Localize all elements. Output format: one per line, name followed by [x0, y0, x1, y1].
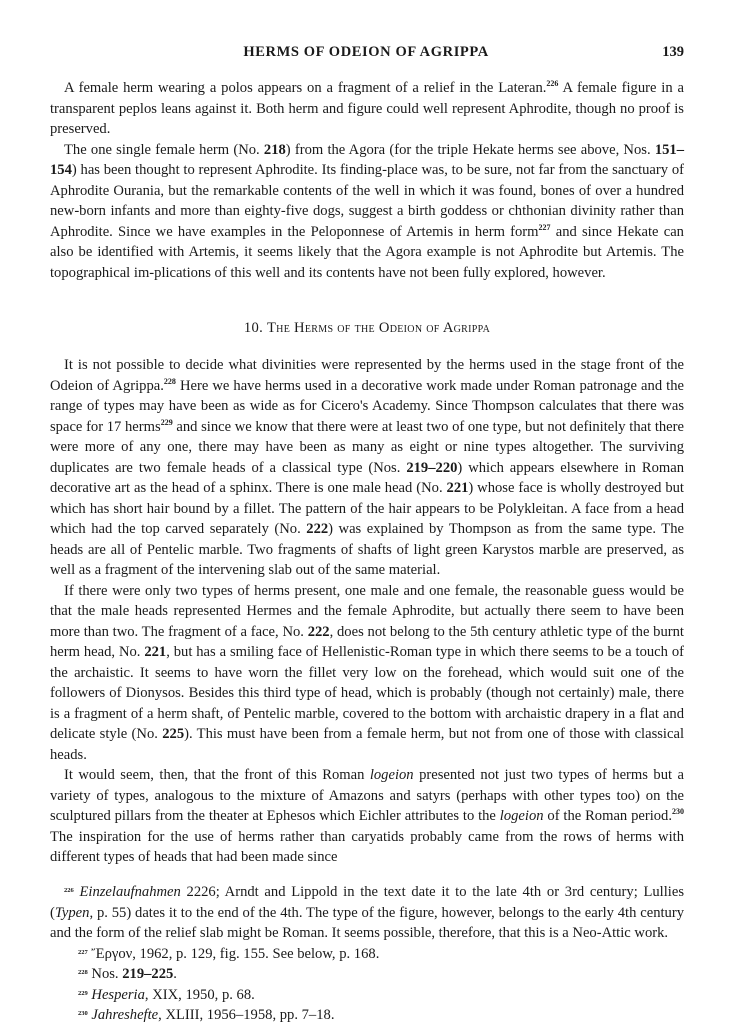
footnotes	[50, 882, 684, 1026]
paragraph-3: It is not possible to decide what divinities were represented by the herms used in the stage front of the Odeion of Agrippa.$^{228}$ Here we have herms used in a decorative work made under Roman patronage and the range of types may have been as wide as for Cicero's Academy. Since Thompson calculates that there was space for 17 herms$^{229}$ and since we know that there were at least two of one type, but not definitely that there were more of any one, there may have been as many as eight or nine types altogether. The surviving duplicates are two female heads of a classical type (Nos. 219–220) which appears elsewhere in Roman decorative art as the head of a sphinx. There is one male head (No. 221) whose face is wholly destroyed but which has short hair bound by a fillet. The pattern of the hair appears to be Polykleitan. A face from a head which had the top carved separately (No. 222) was explained by Thompson as from the same type. The heads are all of Pentelic marble. Two fragments of shafts of light green Karystos marble are preserved, as well as a fragment of the intervening slab out of the same material.	[50, 357, 684, 578]
footnote-229: $^{229}$ Hesperia, XIX, 1950, p. 68.	[78, 986, 255, 1003]
footnote-ref-226: 226	[546, 79, 559, 88]
paragraph-1: A female herm wearing a polos appears on a fragment of a relief in the Lateran.$^{226}$ A female figure in a transparent peplos leans against it. Both herm and figure could well represent Aphrodite, though no proof is preserved.	[50, 79, 684, 137]
page	[50, 44, 684, 868]
section-heading: 10. The Herms of the Odeion of Agrippa	[243, 320, 491, 336]
running-head-title: HERMS OF ODEION OF AGRIPPA	[243, 44, 489, 60]
footnote-230: $^{230}$ Jahreshefte, XLIII, 1956–1958, pp. 7–18.	[78, 1007, 335, 1023]
footnote-ref-228: 228	[163, 376, 176, 386]
footnote-227: $^{227}$ Ἔργον, 1962, p. 129, fig. 155. See below, p. 168.	[78, 945, 380, 962]
footnote-ref-230: 230	[672, 807, 684, 816]
footnote-228: $^{228}$ Nos. 219–225.	[78, 966, 177, 982]
paragraph-4: If there were only two types of herms present, one male and one female, the reasonable guess would be that the male heads represented Hermes and the female Aphrodite, but actually there seem to have been more than two. The fragment of a face, No. 222, does not belong to the 5th century athletic type of the burnt herm head, No. 221, but has a smiling face of Hellenistic-Roman type in which there seems to be a touch of the archaistic. It seems to have worn the fillet very low on the forehead, which would suit one of the followers of Dionysos. Besides this third type of head, which is probably (though not certainly) male, there is a fragment of a herm shaft, of Pentelic marble, covered to the bottom with archaistic drapery in a flat and delicate style (No. 225). This must have been from a female herm, but not from one of those with classical heads.	[50, 582, 684, 763]
footnote-226: $^{226}$ Einzelaufnahmen 2226; Arndt and Lippold in the text date it to the late 4th or 3rd century; Lullies (Typen, p. 55) dates it to the end of the 4th. The type of the figure, however, belongs to the early 4th century and the form of the relief slab might be Roman. It seems possible, therefore, that this is a Neo-Attic work.	[50, 884, 684, 941]
paragraph-2: The one single female herm (No. 218) from the Agora (for the triple Hekate herms see above, Nos. 151–154) has been thought to represent Aphrodite. Its finding-place was, to be sure, not far from the sanctuary of Aphrodite Ourania, but the remarkable contents of the well in which it was found, bones of over a hundred new-born infants and more than eighty-five dogs, suggest a birth goddess or chthonian divinity rather than Aphrodite. Since we have examples in the Peloponnese of Artemis in herm form$^{227}$ and since Hekate can also be identified with Artemis, it seems likely that the Agora example is not Aphrodite but Artemis. The topographical im-plications of this well and its contents have not been fully explored, however.	[50, 141, 684, 281]
page-number: 139	[662, 44, 684, 60]
footnote-ref-227: 227	[538, 222, 551, 232]
footnote-ref-229: 229	[160, 417, 173, 427]
running-head	[50, 44, 684, 70]
paragraph-5: It would seem, then, that the front of this Roman logeion presented not just two types of herms but a variety of types, analogous to the mixture of Amazons and satyrs (perhaps with other types too) on the sculptured pillars from the theater at Ephesos which Eichler attributes to the logeion of the Roman period.$^{230}$ The inspiration for the use of herms rather than caryatids probably came from the rows of herms with different types of heads that had been made since	[50, 767, 684, 865]
body-text	[50, 78, 684, 868]
